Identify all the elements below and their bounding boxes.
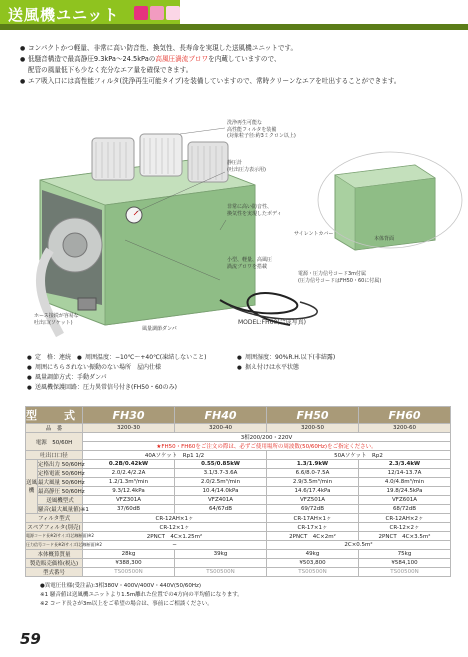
callout-cord: 電源・圧力信号コード3m付属 (圧力信号コードはFH50・60に付属) bbox=[298, 271, 382, 284]
blower-category: 送風機 bbox=[26, 460, 38, 514]
spare-filter-row: スペアフィルタ(別売) CR-12×1ヶ CR-17×1ヶ CR-12×2ヶ bbox=[26, 523, 451, 532]
signal-cord-row: 圧力信号コード長※2/サイズ(芯線断面)※2 − 2C×0.5m² bbox=[26, 541, 451, 550]
feature-item: ● 低騒音構造で最高静圧9.3kPa〜24.5kPaの高風圧渦流ブロワを内蔵していますので、 bbox=[20, 54, 460, 65]
outlet-row: 吐出口口径 40Aソケット Rp1 1/2 50Aソケット Rp2 bbox=[26, 451, 451, 460]
callout-hose: ホース接続が容易な 吐出口(ソケット) bbox=[34, 313, 79, 326]
callout-silencer: サイレントカバー bbox=[294, 231, 334, 237]
footnotes bbox=[40, 582, 243, 609]
spec-table bbox=[25, 406, 451, 577]
callout-damper: 風量調節ダンパ bbox=[142, 326, 177, 332]
power-note-row: ★FH50・FH60をご注文の際は、必ずご使用場所の周波数(50/60Hz)をご指定ください。 bbox=[26, 442, 451, 451]
model-fh50: FH50 bbox=[267, 407, 359, 424]
callout-blower: 小型、軽量、高風圧 渦流ブロワを搭載 bbox=[227, 257, 273, 270]
feature-highlight: 高風圧渦流ブロワ bbox=[155, 55, 209, 63]
blower-row: 最高静圧 50/60Hz 9.3/12.4kPa 10.4/14.0kPa 14.6/17.4kPa 19.8/24.5kPa bbox=[26, 487, 451, 496]
model-fh60: FH60 bbox=[359, 407, 451, 424]
model-header-row: 型 式 FH30 FH40 FH50 FH60 bbox=[26, 407, 451, 424]
model-fh40: FH40 bbox=[175, 407, 267, 424]
spec-row: ● 送風機保護回路：圧力異常信号付き(FH50・60のみ) bbox=[27, 383, 447, 393]
part-number-row: 品 番 3200-30 3200-40 3200-50 3200-60 bbox=[26, 424, 451, 433]
blower-row: 送風機型式 VFZ301A VFZ401A VFZ501A VFZ601A bbox=[26, 496, 451, 505]
model-number-row: 型式番号 TS00500N TS00500N TS00500N TS00500N bbox=[26, 568, 451, 577]
spec-row: ● 風量調節方式：手動ダンパ bbox=[27, 373, 447, 383]
footnote: ※2 コード長さが3m以上をご希望の場合は、事前にご相談ください。 bbox=[40, 601, 213, 607]
footnote: ※1 騒音値は送風機ユニットより1.5m離れた位置での4方向の平均値になります。 bbox=[40, 592, 243, 598]
filter-row: フィルタ型式 CR-12AH×1ヶ CR-17AH×1ヶ CR-12AH×2ヶ bbox=[26, 514, 451, 523]
callout-model: MODEL:FH60(合成写真) bbox=[238, 319, 306, 326]
spec-list bbox=[27, 353, 447, 393]
page-title: 送風機ユニット bbox=[8, 6, 120, 24]
header-box-1 bbox=[134, 6, 148, 20]
page-number: 59 bbox=[20, 630, 41, 648]
callout-filter: 洗浄再生可能な 高性能フィルタを装備 (対象粒子径:約3ミクロン以上) bbox=[227, 120, 296, 139]
product-photo bbox=[30, 120, 450, 345]
callout-rear: 本体背面 bbox=[374, 236, 395, 242]
blower-unit-illustration bbox=[30, 120, 450, 345]
header-box-3 bbox=[166, 6, 180, 20]
feature-item-continued: 配管の風量低下も少なく充分なエア量を確保できます。 bbox=[28, 66, 193, 74]
feature-list bbox=[20, 43, 460, 87]
price-row: 製造販売価格(税込) ¥388,300 ¥503,800 ¥584,100 bbox=[26, 559, 451, 568]
header bbox=[0, 0, 468, 30]
header-box-2 bbox=[150, 6, 164, 20]
callout-body: 非常に高い防音性、 換気性を実現したボディ bbox=[227, 204, 282, 217]
blower-row: 騒音(最大風量値)※1 37/60dB 64/67dB 69/72dB 68/72dB bbox=[26, 505, 451, 514]
mass-row: 本体概算質量 28kg 39kg 49kg 75kg bbox=[26, 550, 451, 559]
callout-gauge: 静圧計 (吐出圧力表示用) bbox=[227, 160, 266, 173]
feature-item: ● コンパクトかつ軽量、非常に高い防音性、換気性、長寿命を実現した送風機ユニットです。 bbox=[20, 43, 460, 54]
power-cord-row: 電源コード長※2/サイズ(芯線断面)※2 2PNCT 4C×1.25m² 2PNCT 4C×2m² 2PNCT 4C×3.5m² bbox=[26, 532, 451, 541]
blower-row: 定格電流 50/60Hz 2.0/2.4/2.2A 3.1/3.7-3.6A 6.6/8.0-7.5A 12/14-13.7A bbox=[26, 469, 451, 478]
spec-row: ● 周囲にちらされない振動のない場所 屋内仕様 ● 据え付けは水平状態 bbox=[27, 363, 447, 373]
spec-row: ● 定 格：連続 ● 周囲温度：−10℃〜+40℃(凍結しないこと) ● 周囲湿度：90%R.H.以下(非結露) bbox=[27, 353, 447, 363]
feature-item: ● エア吸入口には高性能フィルタ(洗浄再生可能タイプ)を装備していますので、常時クリーンなエアを吐出することができます。 bbox=[20, 76, 460, 87]
blower-row: 最大風量 50/60Hz 1.2/1.3m³/min 2.0/2.5m³/min 2.9/3.5m³/min 4.0/4.8m³/min bbox=[26, 478, 451, 487]
model-fh30: FH30 bbox=[83, 407, 175, 424]
power-row: 電源 50/60H 3相200/200・220V bbox=[26, 433, 451, 442]
blower-row: 送風機 定格出力 50/60Hz 0.2B/0.42kW 0.55/0.85kW 1.3/1.9kW 2.3/3.4kW bbox=[26, 460, 451, 469]
footnote: ●異電圧仕様(受注品):3相380V・400V/400V・440V(50/60Hz) bbox=[40, 583, 202, 589]
